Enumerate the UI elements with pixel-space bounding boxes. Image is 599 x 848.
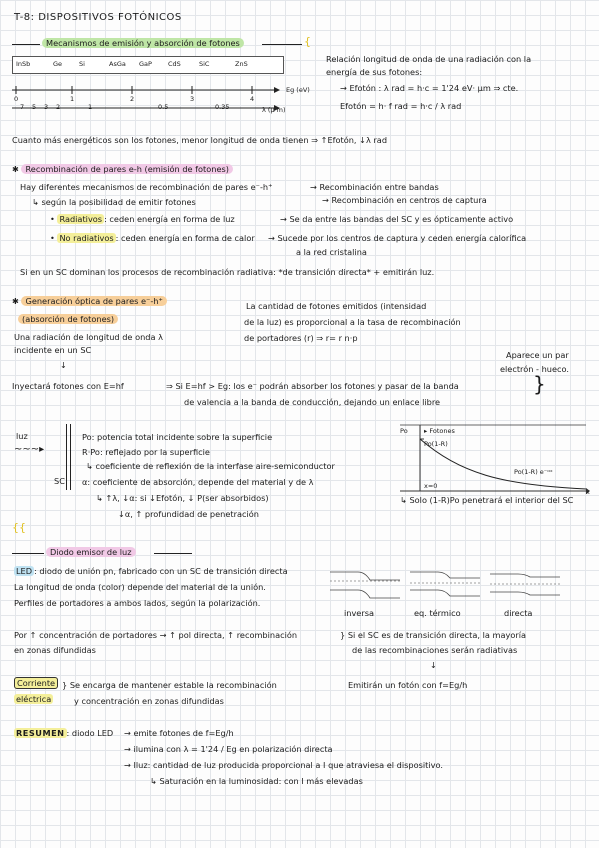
alpha-def3: ↓α, ↑ profundidad de penetración	[118, 509, 259, 519]
section5-heading-text: Diodo emisor de luz	[46, 547, 136, 557]
section1-yellow-mark: {	[304, 35, 311, 48]
semi-label: Ge	[53, 60, 63, 68]
section5-rule-left	[12, 553, 44, 554]
nonradiative-item: • No radiativos : ceden energía en forma de calor	[50, 233, 255, 243]
section3-arrow: ↓	[60, 360, 67, 370]
led-line2: La longitud de onda (color) depende del material de la unión.	[14, 582, 266, 592]
lambda-tick: 1	[88, 103, 93, 111]
eg-tick: 0	[14, 95, 19, 103]
eg-tick: 4	[250, 95, 255, 103]
corriente-line1: } Se encarga de mantener estable la recombinación	[62, 680, 277, 690]
conc-line2: en zonas difundidas	[14, 645, 96, 655]
sc-surface-line2	[70, 424, 71, 490]
band-diagram-directa	[490, 566, 560, 606]
sc-direct-line1: } Si el SC es de transición directa, la mayoría	[340, 630, 526, 640]
graph-p1: Po(1-R)	[424, 440, 448, 448]
sc-surface-line	[66, 424, 67, 490]
recomb-option-a: → Recombinación entre bandas	[310, 182, 439, 192]
lambda-tick: 0.35	[215, 103, 230, 111]
nonradiative-arrow2: a la red cristalina	[296, 247, 367, 257]
semi-label: AsGa	[109, 60, 126, 68]
eg-tick: 2	[130, 95, 135, 103]
relation-line2: energía de sus fotones:	[326, 67, 423, 77]
recomb-line2: ↳ según la posibilidad de emitir fotones	[32, 197, 196, 207]
relation-eq1: → Efotón : λ rad = h·c = 1'24 eV· μm ⇒ cte.	[340, 83, 519, 93]
section3-sub-text: (absorción de fotones)	[18, 314, 118, 324]
asterisk-icon: ✱	[12, 164, 22, 174]
band-diagram-inversa	[330, 566, 400, 606]
section1-heading-text: Mecanismos de emisión y absorción de fotones	[42, 38, 244, 48]
condition-line2: de valencia a la banda de conducción, dejando un enlace libre	[184, 397, 441, 407]
led-line3: Perfiles de portadores a ambos lados, según la polarización.	[14, 598, 261, 608]
section5-rule-right	[154, 553, 192, 554]
section3-heading-text: Generación óptica de pares e⁻-h⁺	[21, 296, 166, 306]
band-diagram-equilibrio	[410, 566, 480, 606]
section1-note: Cuanto más energéticos son los fotones, menor longitud de onda tienen ⇒ ↑Efotón, ↓λ rad	[12, 135, 388, 145]
nonradiative-arrow: → Sucede por los centros de captura y ceden energía calorífica	[268, 233, 527, 243]
graph-fotones: ▸ Fotones	[424, 427, 455, 435]
graph-x0: x=0	[424, 482, 438, 490]
lambda-axis-label: λ (μ m)	[262, 106, 286, 114]
semi-label: SiC	[199, 60, 210, 68]
graph-p2: Po(1-R) e⁻ᵅˣ	[514, 468, 553, 476]
semi-label: ZnS	[235, 60, 248, 68]
lambda-tick: 7	[20, 103, 25, 111]
graph-p0: Po	[400, 427, 408, 435]
eg-tick: 1	[70, 95, 75, 103]
pair-text2: electrón - hueco.	[500, 364, 569, 374]
lambda-tick: 5	[32, 103, 37, 111]
lambda-tick: 2	[56, 103, 61, 111]
pair-text1: Aparece un par	[506, 350, 569, 360]
inject-text: Inyectará fotones con E=hf	[12, 381, 124, 391]
absorption-graph	[400, 425, 590, 505]
condition-line1: ⇒ Si E=hf > Eg: los e⁻ podrán absorber los fotones y pasar de la banda	[166, 381, 459, 391]
conc-line1: Por ↑ concentración de portadores → ↑ pol directa, ↑ recombinación	[14, 630, 298, 640]
recomb-line3: Si en un SC dominan los procesos de recombinación radiativa: *de transición directa* + emitirán luz.	[20, 267, 435, 277]
corriente-label-text: Corriente	[14, 677, 58, 689]
band-label-directa: directa	[504, 608, 533, 618]
luz-label: luz	[16, 431, 28, 441]
led-def: LED : diodo de unión pn, fabricado con un SC de transición directa	[16, 566, 288, 576]
brace-icon: }	[533, 372, 546, 396]
resumen-line0: RESUMEN : diodo LED	[16, 728, 114, 738]
semi-label: GaP	[139, 60, 152, 68]
electrica-label	[14, 694, 53, 705]
relation-eq2: Efotón = h· f rad = h·c / λ rad	[340, 101, 462, 111]
eg-tick: 3	[190, 95, 195, 103]
alpha-def2: ↳ ↑λ, ↓α: si ↓Efotón, ↓ P(ser absorbidos)	[96, 493, 269, 503]
sc-direct-line2: de las recombinaciones serán radiativas	[352, 645, 518, 655]
alpha-def: α: coeficiente de absorción, depende del material y de λ	[82, 477, 314, 487]
section3-line1: Una radiación de longitud de onda λ	[14, 332, 163, 342]
section3-right3: de portadores (r) ⇒ r= r n·p	[244, 333, 358, 343]
corriente-line2: y concentración en zonas difundidas	[74, 696, 224, 706]
semi-label: InSb	[16, 60, 31, 68]
section1-heading	[42, 38, 244, 49]
yellow-brace-mark: {{	[12, 521, 26, 534]
graph-x: x	[586, 488, 590, 496]
page-title: T-8: DISPOSITIVOS FOTÓNICOS	[14, 12, 182, 23]
p0-def: Po: potencia total incidente sobre la superficie	[82, 432, 273, 442]
section3-line2: incidente en un SC	[14, 345, 92, 355]
electrica-label-text: eléctrica	[16, 694, 52, 704]
led-label: LED	[16, 566, 33, 576]
recomb-line1: Hay diferentes mecanismos de recombinación de pares e⁻-h⁺	[20, 182, 273, 192]
section3-sub	[18, 314, 118, 325]
radiative-label: Radiativos	[59, 214, 103, 224]
down-arrow: ↓	[430, 660, 437, 670]
resumen-label: RESUMEN	[16, 728, 65, 738]
corriente-label	[14, 678, 58, 689]
section1-rule-right	[262, 44, 302, 45]
asterisk-icon: ✱	[12, 296, 22, 306]
recomb-option-b: → Recombinación en centros de captura	[322, 195, 487, 205]
resumen-line2: → ilumina con λ = 1'24 / Eg en polarización directa	[124, 744, 333, 754]
nonradiative-label: No radiativos	[59, 233, 114, 243]
reflection-def: ↳ coeficiente de reflexión de la interfase aire-semiconductor	[86, 461, 335, 471]
radiative-arrow: → Se da entre las bandas del SC y es ópticamente activo	[280, 214, 514, 224]
band-label-inversa: inversa	[344, 608, 374, 618]
emit-text: Emitirán un fotón con f=Eg/h	[348, 680, 468, 690]
lambda-tick: 0.5	[158, 103, 169, 111]
semiconductor-scale	[12, 56, 284, 74]
section1-rule-left	[12, 44, 40, 45]
section3-heading	[12, 296, 167, 307]
energy-axis-svg	[12, 80, 312, 120]
semi-label: CdS	[168, 60, 181, 68]
section5-heading	[46, 547, 136, 558]
relation-line1: Relación longitud de onda de una radiación con la	[326, 54, 532, 64]
section3-right2: de la luz) es proporcional a la tasa de recombinación	[244, 317, 461, 327]
lambda-tick: 3	[44, 103, 49, 111]
band-label-equilibrio: eq. térmico	[414, 608, 461, 618]
eg-axis-label: Eg (eV)	[286, 86, 310, 94]
resumen-line1: → emite fotones de f=Eg/h	[124, 728, 234, 738]
section2-heading-text: Recombinación de pares e-h (emisión de fotones)	[21, 164, 232, 174]
resumen-line4: ↳ Saturación en la luminosidad: con I más elevadas	[150, 776, 363, 786]
section2-heading	[12, 164, 233, 175]
wave-icon: ~~~▸	[14, 444, 45, 455]
graph-note: ↳ Solo (1-R)Po penetrará el interior del SC	[400, 495, 574, 505]
semi-label: Si	[79, 60, 85, 68]
radiative-item: • Radiativos : ceden energía en forma de luz	[50, 214, 235, 224]
sc-label: SC	[54, 476, 65, 486]
section3-right1: La cantidad de fotones emitidos (intensidad	[246, 301, 427, 311]
rp0-def: R·Po: reflejado por la superficie	[82, 447, 210, 457]
resumen-line3: → Iluz: cantidad de luz producida proporcional a I que atraviesa el dispositivo.	[124, 760, 443, 770]
